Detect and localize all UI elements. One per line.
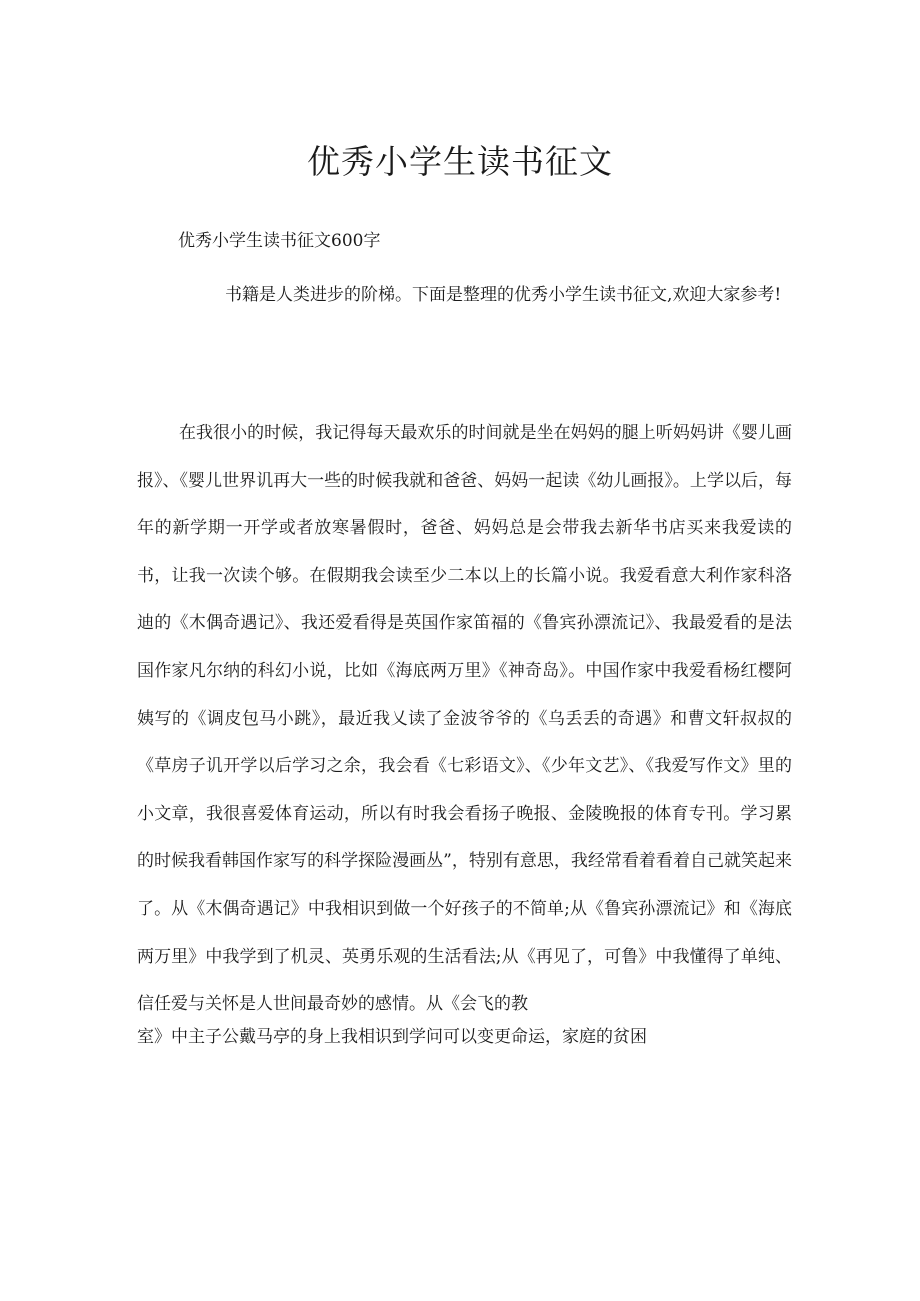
document-title: 优秀小学生读书征文 [307,142,613,181]
body-paragraph: 在我很小的时候，我记得每天最欢乐的时间就是坐在妈妈的腿上听妈妈讲《婴儿画报》、《婴儿世界讥再大一些的时候我就和爸爸、妈妈一起读《幼儿画报》。上学以后，每年的新学期一开学或者放寒暑假时，爸爸、妈妈总是会带我去新华书店买来我爱读的书，让我一次读个够。在假期我会读至少二本以上的长篇小说。我爱看意大利作家科洛迪的《木偶奇遇记》、我还爱看得是英国作家笛福的《鲁宾孙漂流记》、我最爱看的是法国作家凡尔纳的科幻小说，比如《海底两万里》《神奇岛》。中国作家中我爱看杨红樱阿姨写的《调皮包马小跳》，最近我乂读了金波爷爷的《乌丢丢的奇遇》和曹文轩叔叔的《草房子讥开学以后学习之余，我会看《七彩语文》、《少年文艺》、《我爱写作文》里的小文章，我很喜爱体育运动，所以有时我会看扬子晚报、金陵晚报的体育专刊。学习累的时候我看韩国作家写的科学探险漫画丛”，特别有意思，我经常看着看着自己就笑起来了。从《木偶奇遇记》中我相识到做一个好孩子的不简单;从《鲁宾孙漂流记》和《海底两万里》中我学到了机灵、英勇乐观的生活看法;从《再见了，可鲁》中我懂得了单纯、信任爱与关怀是人世间最奇妙的感情。从《会飞的教 [137,423,792,1015]
document-subtitle: 优秀小学生读书征文600字 [178,231,381,251]
body-continuation-line: 室》中主子公戴马亭的身上我相识到学问可以变更命运，家庭的贫困 [137,1027,647,1047]
intro-paragraph: 书籍是人类进步的阶梯。下面是整理的优秀小学生读书征文,欢迎大家参考! [225,285,782,305]
